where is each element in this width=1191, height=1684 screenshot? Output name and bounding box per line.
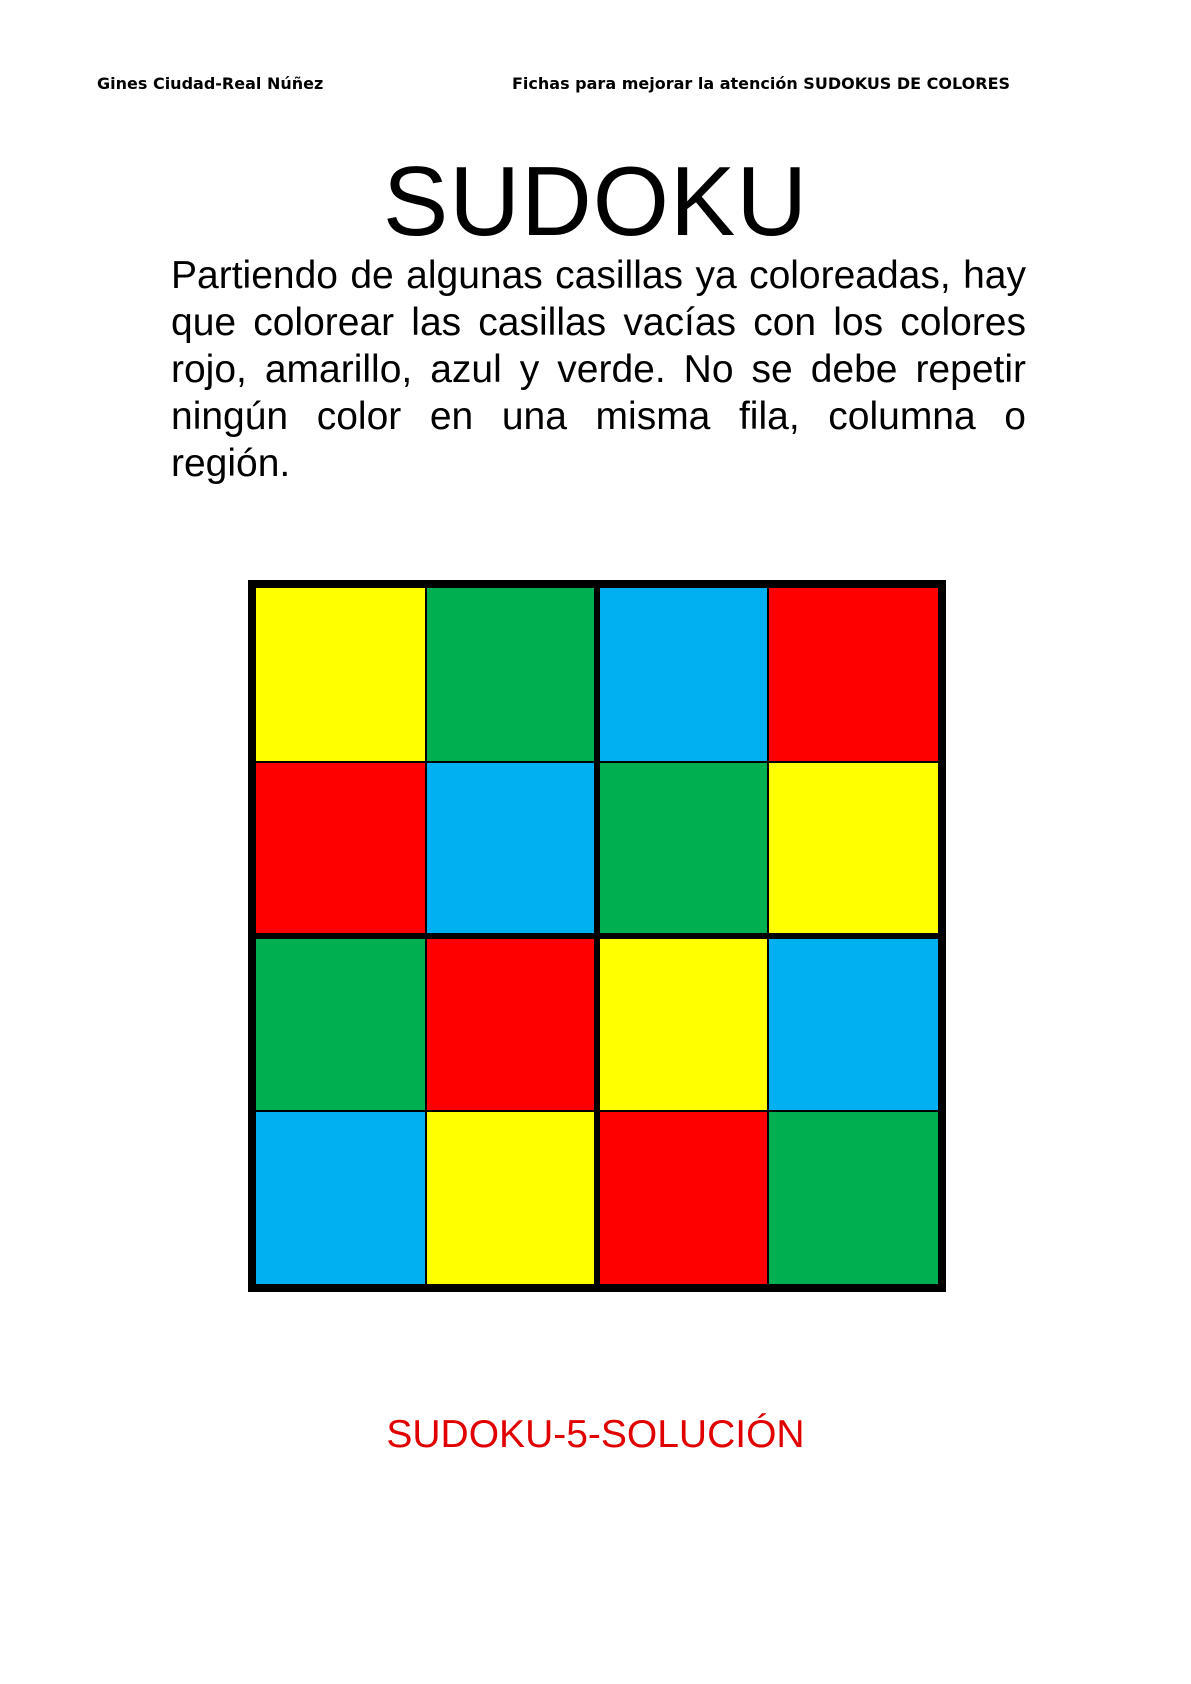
instructions-text: Partiendo de algunas casillas ya coloreadas, hay que colorear las casillas vacías con los colores rojo, amarillo, azul y verde. No se debe repetir ningún color en una misma fila, columna o región. — [171, 254, 1026, 485]
board-cell-amarillo — [597, 936, 768, 1111]
board-cell-amarillo — [768, 762, 939, 937]
board-cell-rojo — [426, 936, 597, 1111]
page-title: SUDOKU — [382, 146, 809, 256]
sudoku-board — [248, 580, 946, 1292]
author-name: Gines Ciudad-Real Núñez — [97, 74, 324, 93]
board-cell-azul — [426, 762, 597, 937]
board-cell-azul — [255, 1111, 426, 1286]
board-cell-azul — [597, 587, 768, 762]
series-title: Fichas para mejorar la atención SUDOKUS DE COLORES — [512, 74, 1011, 93]
board-cell-verde — [426, 587, 597, 762]
board-cell-verde — [768, 1111, 939, 1286]
board-cell-rojo — [597, 1111, 768, 1286]
board-cell-amarillo — [255, 587, 426, 762]
board-cell-rojo — [768, 587, 939, 762]
board-cell-verde — [255, 936, 426, 1111]
board-cell-amarillo — [426, 1111, 597, 1286]
board-cell-rojo — [255, 762, 426, 937]
board-cell-verde — [597, 762, 768, 937]
board-cell-azul — [768, 936, 939, 1111]
solution-label: SUDOKU-5-SOLUCIÓN — [386, 1413, 805, 1456]
